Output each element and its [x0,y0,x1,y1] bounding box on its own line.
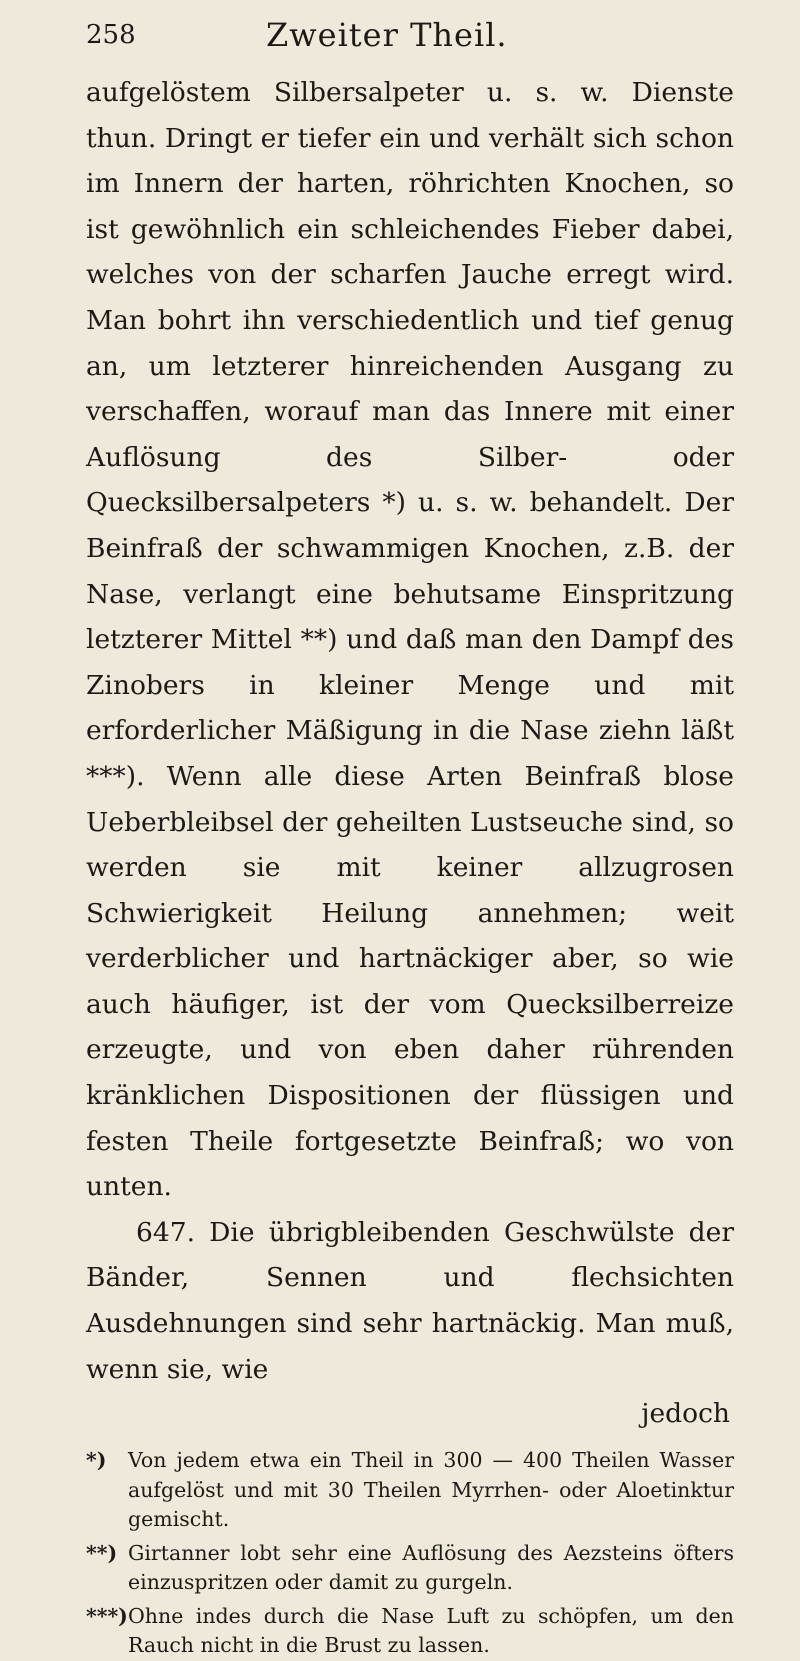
body-text [86,70,734,1436]
footnotes [86,1446,734,1661]
footnote-text: Von jedem etwa ein Theil in 300 — 400 Theilen Wasser aufgelöst und mit 30 Theilen Myrrhen- oder Aloetinktur gemischt. [128,1448,734,1532]
paragraph-1: aufgelöstem Silbersalpeter u. s. w. Dienste thun. Dringt er tiefer ein und verhält sich schon im Innern der harten, röhrichten Knochen, so ist gewöhnlich ein schleichendes Fieber dabei, welches von der scharfen Jauche erregt wird. Man bohrt ihn verschiedentlich und tief genug an, um letzterer hinreichenden Ausgang zu verschaffen, worauf man das Innere mit einer Auflösung des Silber- oder Quecksilbersalpeters *) u. s. w. behandelt. Der Beinfraß der schwammigen Knochen, z.B. der Nase, verlangt eine behutsame Einspritzung letzterer Mittel **) und daß man den Dampf des Zinobers in kleiner Menge und mit erforderlicher Mäßigung in die Nase ziehn läßt ***). Wenn alle diese Arten Beinfraß blose Ueberbleibsel der geheilten Lustseuche sind, so werden sie mit keiner allzugrosen Schwierigkeit Heilung annehmen; weit verderblicher und hartnäckiger aber, so wie auch häufiger, ist der vom Quecksilberreize erzeugte, und von eben daher rührenden kränklichen Dispositionen der flüssigen und festen Theile fortgesetzte Beinfraß; wo von unten. [86,77,734,1203]
page-header [86,14,734,70]
footnote-mark: *) [86,1448,107,1473]
footnote-text: Girtanner lobt sehr eine Auflösung des Aezsteins öfters einzuspritzen oder damit zu gurgeln. [128,1540,734,1595]
paragraph-647: 647. Die übrigbleibenden Geschwülste der Bänder, Sennen und flechsichten Ausdehnungen sind sehr hartnäckig. Man muß, wenn sie, wie [86,1216,734,1385]
footnote-3 [86,1602,734,1661]
footnote-mark: ***) [86,1603,128,1628]
footnote-mark: **) [86,1540,118,1565]
footnote-1 [86,1446,734,1535]
running-head: Zweiter Theil. [266,16,508,54]
footnote-2 [86,1539,734,1598]
page-number: 258 [86,20,136,50]
catchword: jedoch [641,1398,730,1430]
footnote-text: Ohne indes durch die Nase Luft zu schöpfen, um den Rauch nicht in die Brust zu lassen. [128,1603,734,1658]
